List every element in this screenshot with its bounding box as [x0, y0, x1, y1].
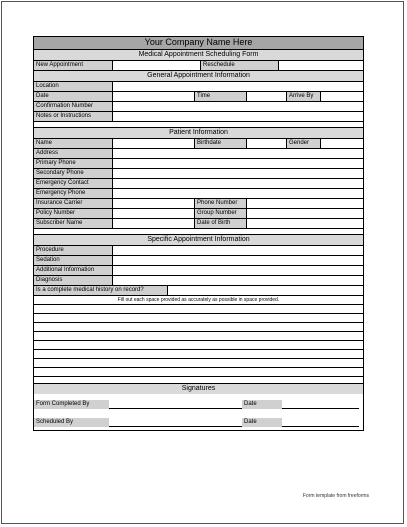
- time-field[interactable]: [246, 92, 286, 101]
- secondary-phone-field[interactable]: [112, 169, 363, 178]
- phone-number-label: Phone Number: [194, 199, 246, 208]
- new-appointment-label: New Appointment: [34, 61, 112, 70]
- date-label: Date: [34, 92, 112, 101]
- emergency-contact-label: Emergency Contact: [34, 179, 112, 188]
- policy-number-field[interactable]: [112, 209, 194, 218]
- address-field[interactable]: [112, 149, 363, 158]
- additional-info-label: Additional Information: [34, 266, 112, 275]
- reschedule-field[interactable]: [278, 61, 363, 70]
- arrive-by-label: Arrive By: [286, 92, 320, 101]
- arrive-by-field[interactable]: [320, 92, 363, 101]
- group-number-label: Group Number: [194, 209, 246, 218]
- signatures-heading: Signatures: [34, 384, 363, 394]
- name-field[interactable]: [112, 139, 194, 148]
- date-of-birth-label: Date of Birth: [194, 219, 246, 228]
- notes-line[interactable]: [34, 367, 363, 376]
- notes-line[interactable]: [34, 304, 363, 313]
- sedation-label: Sedation: [34, 256, 112, 265]
- emergency-contact-field[interactable]: [112, 179, 363, 188]
- procedure-label: Procedure: [34, 246, 112, 255]
- history-field[interactable]: [167, 286, 363, 295]
- insurance-carrier-field[interactable]: [112, 199, 194, 208]
- primary-phone-field[interactable]: [112, 159, 363, 168]
- reschedule-label: Reschedule: [200, 61, 278, 70]
- date-field-2[interactable]: [282, 418, 359, 427]
- phone-number-field[interactable]: [246, 199, 363, 208]
- notes-label: Notes or Instructions: [34, 112, 112, 121]
- sedation-field[interactable]: [112, 256, 363, 265]
- additional-info-field[interactable]: [112, 266, 363, 275]
- notes-line[interactable]: [34, 349, 363, 358]
- instruction-note: Fill out each space provided as accurately as possible in space provided.: [117, 297, 280, 303]
- birthdate-label: Birthdate: [194, 139, 246, 148]
- general-heading: General Appointment Information: [34, 71, 363, 81]
- confirmation-field[interactable]: [112, 102, 363, 111]
- gender-label: Gender: [286, 139, 320, 148]
- notes-field[interactable]: [112, 112, 363, 121]
- scheduled-by-label: Scheduled By: [34, 418, 109, 427]
- primary-phone-label: Primary Phone: [34, 159, 112, 168]
- history-label: Is a complete medical history on record?: [34, 286, 167, 295]
- specific-heading: Specific Appointment Information: [34, 235, 363, 245]
- company-name: Your Company Name Here: [34, 37, 363, 49]
- notes-line[interactable]: [34, 376, 363, 383]
- time-label: Time: [194, 92, 246, 101]
- birthdate-field[interactable]: [246, 139, 286, 148]
- address-label: Address: [34, 149, 112, 158]
- emergency-phone-field[interactable]: [112, 189, 363, 198]
- form-title: Medical Appointment Scheduling Form: [34, 50, 363, 60]
- emergency-phone-label: Emergency Phone: [34, 189, 112, 198]
- patient-heading: Patient Information: [34, 128, 363, 138]
- date-label-1: Date: [242, 400, 282, 409]
- insurance-carrier-label: Insurance Carrier: [34, 199, 112, 208]
- completed-by-label: Form Completed By: [34, 400, 109, 409]
- subscriber-name-field[interactable]: [112, 219, 194, 228]
- subscriber-name-label: Subscriber Name: [34, 219, 112, 228]
- notes-line[interactable]: [34, 358, 363, 367]
- date-field[interactable]: [112, 92, 194, 101]
- policy-number-label: Policy Number: [34, 209, 112, 218]
- group-number-field[interactable]: [246, 209, 363, 218]
- date-label-2: Date: [242, 418, 282, 427]
- notes-line[interactable]: [34, 322, 363, 331]
- diagnosis-field[interactable]: [112, 276, 363, 285]
- notes-line[interactable]: [34, 340, 363, 349]
- footer-credit: Form template from freeforms: [302, 493, 369, 499]
- confirmation-label: Confirmation Number: [34, 102, 112, 111]
- notes-line[interactable]: [34, 331, 363, 340]
- date-field-1[interactable]: [282, 400, 359, 409]
- diagnosis-label: Diagnosis: [34, 276, 112, 285]
- scheduled-by-field[interactable]: [109, 418, 242, 427]
- secondary-phone-label: Secondary Phone: [34, 169, 112, 178]
- completed-by-field[interactable]: [109, 400, 242, 409]
- gender-field[interactable]: [320, 139, 363, 148]
- location-label: Location: [34, 82, 112, 91]
- name-label: Name: [34, 139, 112, 148]
- new-appointment-field[interactable]: [112, 61, 200, 70]
- procedure-field[interactable]: [112, 246, 363, 255]
- notes-line[interactable]: [34, 313, 363, 322]
- date-of-birth-field[interactable]: [246, 219, 363, 228]
- appointment-form: [33, 36, 364, 431]
- location-field[interactable]: [112, 82, 363, 91]
